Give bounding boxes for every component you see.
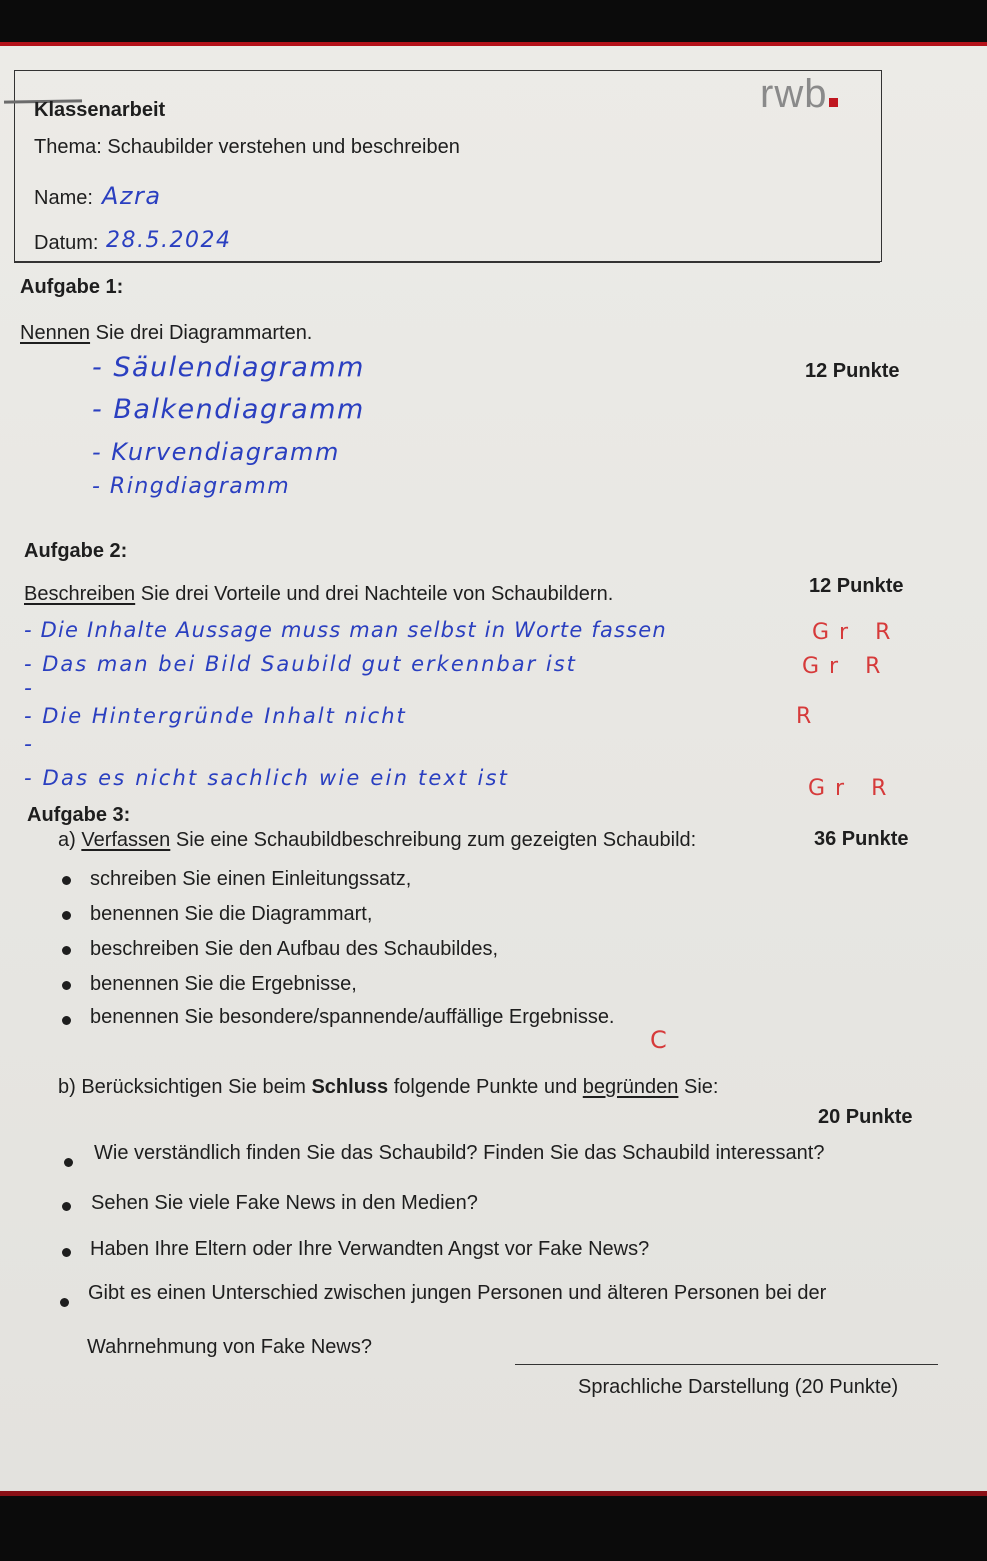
datum-label: Datum: bbox=[34, 232, 99, 254]
bullet-icon bbox=[60, 1298, 69, 1307]
bullet-icon bbox=[62, 946, 71, 955]
aufgabe1-heading: Aufgabe 1: bbox=[20, 276, 124, 298]
aufgabe2-answer-5: - bbox=[24, 732, 34, 757]
aufgabe3a-bullet-5: benennen Sie besondere/spannende/auffällige Ergebnisse. bbox=[90, 1006, 615, 1028]
bullet-icon bbox=[62, 1248, 71, 1257]
aufgabe3b-mid: folgende Punkte und bbox=[388, 1076, 583, 1098]
aufgabe3a-bullet-2: benennen Sie die Diagrammart, bbox=[90, 903, 373, 925]
correction-mark-2: Gr R bbox=[802, 654, 891, 679]
aufgabe3b-instruction bbox=[58, 1076, 718, 1099]
aufgabe3a-points: 36 Punkte bbox=[814, 828, 909, 850]
correction-mark-1: Gr R bbox=[812, 620, 901, 645]
correction-mark-5: C bbox=[650, 1026, 667, 1054]
aufgabe3b-end: Sie: bbox=[678, 1076, 719, 1098]
aufgabe1-instruction bbox=[20, 322, 312, 345]
bullet-icon bbox=[62, 1016, 71, 1025]
aufgabe3a-bullet-3: beschreiben Sie den Aufbau des Schaubildes, bbox=[90, 938, 499, 960]
aufgabe2-answer-1: - Die Inhalte Aussage muss man selbst in Worte fassen bbox=[24, 618, 667, 642]
aufgabe3b-continuation: Wahrnehmung von Fake News? bbox=[87, 1336, 372, 1358]
aufgabe3a-rest: Sie eine Schaubildbeschreibung zum gezeigten Schaubild: bbox=[170, 829, 697, 851]
aufgabe3a-instruction bbox=[58, 829, 696, 852]
aufgabe3b-bullet-2: Sehen Sie viele Fake News in den Medien? bbox=[91, 1192, 478, 1214]
rwb-logo bbox=[760, 72, 838, 117]
bullet-icon bbox=[62, 876, 71, 885]
aufgabe2-answer-4: - Die Hintergründe Inhalt nicht bbox=[24, 704, 407, 728]
name-value: Azra bbox=[102, 182, 162, 210]
thema-line: Thema: Schaubilder verstehen und beschreiben bbox=[34, 136, 460, 158]
aufgabe3b-prefix: b) Berücksichtigen Sie beim bbox=[58, 1076, 312, 1098]
bottom-edge-strip bbox=[0, 1491, 987, 1496]
aufgabe1-answer-1: - Säulendiagramm bbox=[92, 352, 365, 383]
aufgabe3b-bullet-1: Wie verständlich finden Sie das Schaubild? Finden Sie das Schaubild interessant? bbox=[94, 1142, 825, 1164]
aufgabe3b-verb: begründen bbox=[582, 1076, 679, 1098]
aufgabe1-answer-4: - Ringdiagramm bbox=[92, 474, 291, 499]
aufgabe3b-bullet-4: Gibt es einen Unterschied zwischen jungen Personen und älteren Personen bei der bbox=[88, 1282, 827, 1304]
sprachliche-darstellung: Sprachliche Darstellung (20 Punkte) bbox=[578, 1376, 899, 1398]
aufgabe2-heading: Aufgabe 2: bbox=[24, 540, 128, 562]
logo-text: rwb bbox=[760, 72, 828, 116]
aufgabe3b-bullet-3: Haben Ihre Eltern oder Ihre Verwandten Angst vor Fake News? bbox=[90, 1238, 650, 1260]
correction-mark-3: R bbox=[796, 704, 822, 729]
aufgabe2-points: 12 Punkte bbox=[809, 575, 904, 597]
aufgabe3b-points: 20 Punkte bbox=[818, 1106, 913, 1128]
aufgabe3b-bold: Schluss bbox=[311, 1076, 389, 1098]
aufgabe2-answer-3: - bbox=[24, 676, 34, 701]
bullet-icon bbox=[62, 911, 71, 920]
top-edge-strip bbox=[0, 42, 987, 46]
aufgabe2-answer-2: - Das man bei Bild Saubild gut erkennbar ist bbox=[24, 652, 577, 676]
aufgabe2-verb: Beschreiben bbox=[24, 583, 136, 605]
aufgabe2-instruction bbox=[24, 583, 613, 606]
bullet-icon bbox=[62, 1202, 71, 1211]
aufgabe3a-verb: Verfassen bbox=[81, 829, 171, 851]
aufgabe3-heading: Aufgabe 3: bbox=[27, 804, 131, 826]
bullet-icon bbox=[64, 1158, 73, 1167]
header-divider bbox=[14, 262, 880, 263]
worksheet-page bbox=[0, 42, 987, 1495]
aufgabe3a-bullet-4: benennen Sie die Ergebnisse, bbox=[90, 973, 357, 995]
aufgabe2-answer-6: - Das es nicht sachlich wie ein text ist bbox=[24, 766, 510, 790]
page-title: Klassenarbeit bbox=[34, 99, 166, 121]
logo-dot-icon bbox=[829, 98, 838, 107]
bullet-icon bbox=[62, 981, 71, 990]
datum-value: 28.5.2024 bbox=[106, 228, 232, 253]
correction-mark-4: Gr R bbox=[808, 776, 897, 801]
aufgabe1-verb: Nennen bbox=[20, 322, 91, 344]
aufgabe1-points: 12 Punkte bbox=[805, 360, 900, 382]
aufgabe1-answer-2: - Balkendiagramm bbox=[92, 394, 365, 425]
aufgabe1-answer-3: - Kurvendiagramm bbox=[92, 438, 340, 466]
footer-rule bbox=[515, 1364, 938, 1365]
aufgabe2-rest: Sie drei Vorteile und drei Nachteile von Schaubildern. bbox=[135, 583, 614, 605]
name-label: Name: bbox=[34, 187, 93, 209]
aufgabe1-rest: Sie drei Diagrammarten. bbox=[90, 322, 313, 344]
aufgabe3a-bullet-1: schreiben Sie einen Einleitungssatz, bbox=[90, 868, 412, 890]
aufgabe3a-prefix: a) bbox=[58, 829, 82, 851]
